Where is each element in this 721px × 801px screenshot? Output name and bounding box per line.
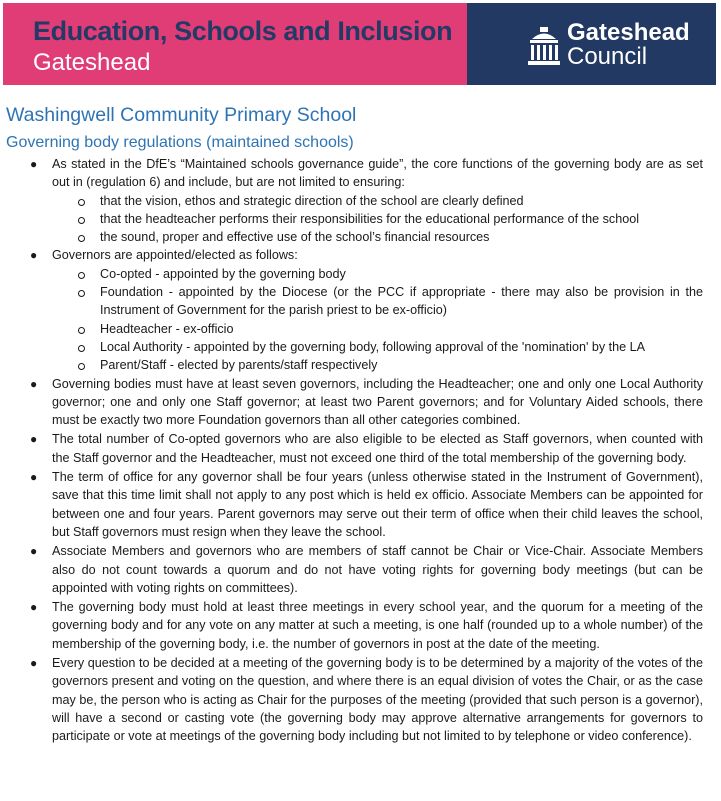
header-banner: [3, 3, 716, 85]
sub-list-item: [0, 228, 721, 246]
list-item-text: The governing body must hold at least three meetings in every school year, and the quorum for a meeting of the governing body and for any vote on any matter at such a meeting, is one half (rounded up to a whole number) of the membership of the governing body, i.e. the number of governors in post at the date of the meeting.: [52, 600, 703, 651]
bullet-icon: ●: [30, 376, 38, 391]
list-item-text: Governors are appointed/elected as follows:: [52, 248, 298, 263]
sub-list-item-text: Foundation - appointed by the Diocese (or the PCC if appropriate - there may also be provision in the Instrument of Government for the parish priest to be ex-officio): [100, 285, 703, 318]
bullet-icon: ●: [30, 432, 38, 447]
list-item-text: Governing bodies must have at least seven governors, including the Headteacher; one and only one Local Authority governor; one and only one Staff governor; at least two Parent governors; and for Voluntary Aided schools, there must be exactly two more Foundation governors than all other categories combined.: [52, 376, 703, 428]
banner-title: Education, Schools and Inclusion: [33, 16, 453, 46]
sub-list-item: [0, 283, 721, 320]
council-logo: [467, 3, 716, 85]
list-item: [0, 375, 721, 430]
sub-list-item-text: Parent/Staff - elected by parents/staff respectively: [100, 358, 378, 373]
document-subtitle: Governing body regulations (maintained schools): [6, 134, 354, 151]
list-item-text: Associate Members and governors who are members of staff cannot be Chair or Vice-Chair. Associate Members also do not count towards a quorum and do not have voting rights for governing body meetings (but can be appointed with voting rights on committees).: [52, 544, 703, 595]
list-item: [0, 654, 721, 745]
list-item: [0, 155, 721, 192]
sub-list-item: [0, 192, 721, 210]
bullet-icon: ●: [30, 470, 38, 485]
list-item-text: The total number of Co-opted governors who are also eligible to be elected as Staff governors, when counted with the Staff governor and the Headteacher, must not exceed one third of the total membership of the governing body.: [52, 432, 703, 465]
sub-list-item-text: Headteacher - ex-officio: [100, 321, 234, 336]
sub-list-item-text: that the headteacher performs their responsibilities for the educational performance of the school: [100, 211, 640, 226]
council-logo-text: [567, 21, 690, 69]
list-item: [0, 430, 721, 467]
bullet-icon: ●: [30, 600, 38, 615]
bullet-icon: ●: [30, 248, 38, 263]
sub-list-item-text: that the vision, ethos and strategic direction of the school are clearly defined: [100, 193, 524, 208]
list-item: [0, 246, 721, 264]
regulations-list: [0, 155, 721, 746]
council-building-icon: [527, 25, 561, 67]
circle-bullet-icon: [78, 199, 85, 206]
list-item: [0, 598, 721, 653]
bullet-icon: ●: [30, 544, 38, 559]
sub-list-item: [0, 210, 721, 228]
circle-bullet-icon: [78, 327, 85, 334]
circle-bullet-icon: [78, 272, 85, 279]
circle-bullet-icon: [78, 345, 85, 352]
list-item-text: As stated in the DfE’s “Maintained schools governance guide”, the core functions of the governing body are as set out in (regulation 6) and include, but are not limited to ensuring:: [52, 157, 703, 190]
circle-bullet-icon: [78, 235, 85, 242]
sub-list-item-text: the sound, proper and effective use of the school’s financial resources: [100, 230, 490, 245]
list-item: [0, 542, 721, 597]
list-item: [0, 468, 721, 541]
sub-list-item: [0, 338, 721, 356]
sub-list-item: [0, 320, 721, 338]
sub-list-item: [0, 356, 721, 374]
sub-list-item: [0, 265, 721, 283]
circle-bullet-icon: [78, 363, 85, 370]
circle-bullet-icon: [78, 217, 85, 224]
list-item-text: The term of office for any governor shall be four years (unless otherwise stated in the Instrument of Government), save that this time limit shall not apply to any post which is held ex officio. Associate Members can be appointed for between one and four years. Parent governors may serve out their term of office when their child leaves the school, but Staff governors must resign when they leave the school.: [52, 470, 703, 539]
logo-line-2: Council: [567, 43, 648, 70]
banner-subtitle: Gateshead: [33, 49, 151, 76]
logo-line-1: Gateshead: [567, 19, 690, 46]
sub-list-item-text: Co-opted - appointed by the governing body: [100, 266, 346, 281]
list-item-text: Every question to be decided at a meeting of the governing body is to be determined by a majority of the votes of the governors present and voting on the question, and where there is an equal division of votes the Chair, or as the case may be, the person who is acting as Chair for the purposes of the meeting (provided that such person is a governor), will have a second or casting vote (the governing body may approve alternative arrangements for governors to participate or vote at meetings of the governing body including but not limited to by telephone or video conference).: [52, 656, 703, 744]
bullet-icon: ●: [30, 656, 38, 671]
sub-list-item-text: Local Authority - appointed by the governing body, following approval of the 'nomination' by the LA: [100, 339, 646, 354]
banner-pink-panel: [3, 3, 467, 85]
circle-bullet-icon: [78, 290, 85, 297]
document-title: Washingwell Community Primary School: [6, 104, 357, 126]
bullet-icon: ●: [30, 157, 38, 171]
